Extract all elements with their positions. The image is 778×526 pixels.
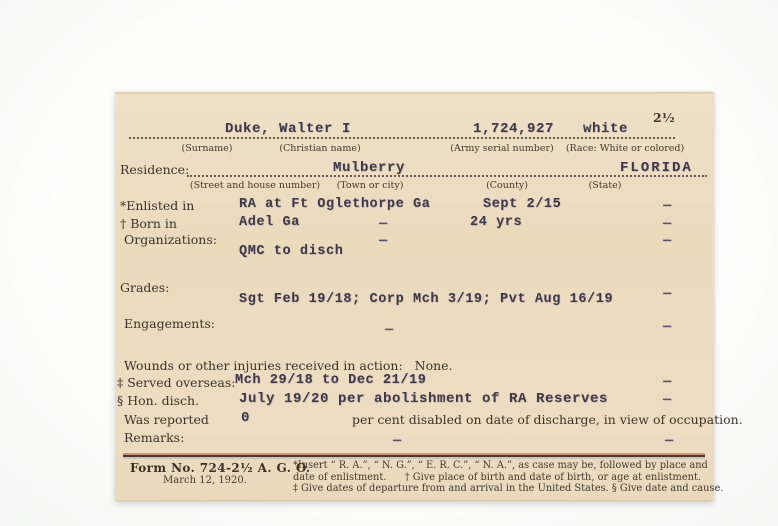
footnote-line1: *Insert “ R. A.”, “ N. G.”, “ E. R. C.”, “ N. A.”, as case may be, followed by place and	[293, 460, 708, 471]
engagements-right-dash: —	[663, 320, 672, 335]
enlisted-in-value: RA at Ft Oglethorpe Ga	[239, 197, 431, 212]
county-label: (County)	[486, 180, 528, 191]
born-mid-dash: —	[379, 217, 388, 232]
residence-label: Residence:	[120, 162, 190, 177]
race-label: (Race: White or colored)	[565, 143, 685, 154]
born-in-value: Adel Ga	[239, 215, 300, 230]
grades-value: Sgt Feb 19/18; Corp Mch 3/19; Pvt Aug 16/19	[239, 292, 614, 307]
form-number: Form No. 724-2½ A. G. O.	[130, 461, 311, 475]
page-number: 2½	[653, 110, 675, 125]
served-overseas-value: Mch 29/18 to Dec 21/19	[235, 373, 427, 388]
percent-disabled-suffix: per cent disabled on date of discharge, in view of occupation.	[352, 412, 743, 427]
race-value: white	[583, 121, 629, 137]
footer-divider-rule	[123, 455, 705, 457]
organizations-mid-dash: —	[379, 234, 388, 249]
residence-town-value: Mulberry	[333, 160, 406, 176]
was-reported-label: Was reported	[124, 412, 209, 427]
engagements-label: Engagements:	[124, 316, 215, 331]
honorable-discharge-label: § Hon. disch.	[117, 393, 200, 408]
organizations-label: Organizations:	[124, 232, 217, 247]
born-in-label: † Born in	[120, 216, 177, 231]
age-at-enlistment-value: 24 yrs	[470, 215, 523, 230]
name-row-dotted-line	[129, 137, 675, 139]
residence-state-value: FLORIDA	[620, 160, 693, 176]
honorable-discharge-value: July 19/20 per abolishment of RA Reserves	[239, 391, 609, 407]
state-label: (State)	[588, 180, 622, 191]
remarks-right-dash: —	[665, 434, 674, 449]
remarks-mid-dash: —	[393, 434, 402, 449]
born-right-dash: —	[663, 217, 672, 232]
engagements-mid-dash: —	[385, 323, 394, 338]
remarks-label: Remarks:	[124, 430, 185, 445]
overseas-right-dash: —	[663, 375, 672, 390]
serial-number-value: 1,724,927	[473, 121, 555, 137]
army-serial-number-label: (Army serial number)	[450, 143, 554, 154]
christian-name-label: (Christian name)	[279, 143, 361, 154]
organizations-value: QMC to disch	[239, 244, 344, 259]
wounds-value: None.	[414, 358, 453, 373]
surname-label: (Surname)	[181, 143, 233, 154]
footnote-line3: ‡ Give dates of departure from and arrival in the United States. § Give date and cause.	[293, 483, 724, 494]
percent-disabled-value: 0	[241, 410, 251, 426]
grades-right-dash: —	[663, 287, 672, 302]
footnote-line2-left: date of enlistment.	[293, 471, 387, 483]
service-record-card	[115, 92, 743, 501]
discharge-right-dash: —	[663, 393, 672, 408]
enlisted-right-dash: —	[663, 199, 672, 214]
served-overseas-label: ‡ Served overseas:	[117, 375, 236, 390]
organizations-right-dash: —	[663, 234, 672, 249]
footnote-line2-right: † Give place of birth and date of birth, or age at enlistment.	[404, 471, 701, 483]
enlisted-date-value: Sept 2/15	[483, 197, 562, 212]
residence-dotted-line	[187, 175, 707, 177]
town-label: (Town or city)	[336, 180, 404, 191]
surname-value: Duke, Walter I	[225, 121, 352, 137]
form-date: March 12, 1920.	[163, 475, 247, 486]
street-label: (Street and house number)	[189, 180, 321, 191]
grades-label: Grades:	[120, 280, 170, 295]
enlisted-in-label: *Enlisted in	[120, 198, 195, 213]
wounds-label: Wounds or other injuries received in action:	[124, 358, 403, 373]
